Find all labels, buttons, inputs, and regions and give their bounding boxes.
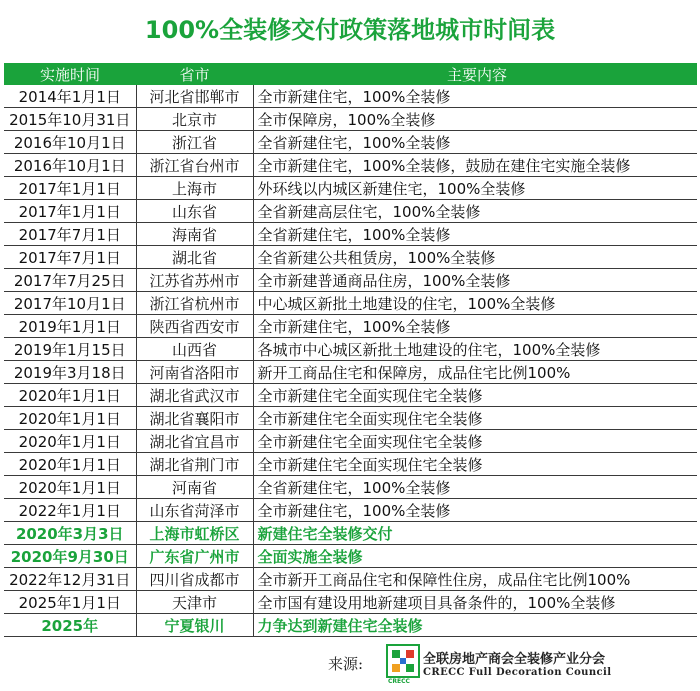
row-date: 2022年1月1日	[4, 499, 136, 522]
row-city: 广东省广州市	[136, 545, 253, 568]
table-header	[4, 63, 697, 85]
row-city: 湖北省荆门市	[136, 453, 253, 476]
row-date: 2015年10月31日	[4, 108, 136, 131]
page-title: 100%全装修交付政策落地城市时间表	[144, 16, 556, 44]
row-content: 全市新建住宅全面实现住宅全装修	[253, 453, 697, 476]
row-content: 外环线以内城区新建住宅，100%全装修	[253, 177, 697, 200]
row-content: 全市新建住宅全面实现住宅全装修	[253, 407, 697, 430]
row-city: 上海市虹桥区	[136, 522, 253, 545]
row-date: 2016年10月1日	[4, 131, 136, 154]
row-content: 新开工商品住宅和保障房，成品住宅比例100%	[253, 361, 697, 384]
table-body	[4, 85, 697, 637]
table-row	[4, 545, 697, 568]
policy-table	[4, 63, 697, 637]
row-date: 2017年7月25日	[4, 269, 136, 292]
row-content: 全省新建住宅，100%全装修	[253, 223, 697, 246]
row-content: 全市新建住宅，100%全装修，鼓励在建住宅实施全装修	[253, 154, 697, 177]
table-row	[4, 361, 697, 384]
row-date: 2019年1月1日	[4, 315, 136, 338]
table-row	[4, 223, 697, 246]
row-city: 宁夏银川	[136, 614, 253, 637]
row-city: 北京市	[136, 108, 253, 131]
row-content: 全市保障房，100%全装修	[253, 108, 697, 131]
row-date: 2025年1月1日	[4, 591, 136, 614]
header-date: 实施时间	[4, 63, 136, 85]
row-date: 2020年1月1日	[4, 476, 136, 499]
row-content: 全面实施全装修	[253, 545, 697, 568]
row-content: 全省新建高层住宅，100%全装修	[253, 200, 697, 223]
header-row	[4, 63, 697, 85]
row-date: 2020年1月1日	[4, 384, 136, 407]
table-row	[4, 315, 697, 338]
table-row	[4, 453, 697, 476]
row-city: 浙江省台州市	[136, 154, 253, 177]
table-row	[4, 499, 697, 522]
row-city: 河南省	[136, 476, 253, 499]
row-content: 全省新建公共租赁房，100%全装修	[253, 246, 697, 269]
row-date: 2025年	[4, 614, 136, 637]
row-city: 江苏省苏州市	[136, 269, 253, 292]
table-row	[4, 108, 697, 131]
org-name-cn: 全联房地产商会全装修产业分会	[423, 652, 606, 667]
row-content: 全市国有建设用地新建项目具备条件的，100%全装修	[253, 591, 697, 614]
table-row	[4, 591, 697, 614]
row-date: 2014年1月1日	[4, 85, 136, 108]
row-city: 四川省成都市	[136, 568, 253, 591]
row-date: 2020年1月1日	[4, 407, 136, 430]
table-row	[4, 246, 697, 269]
row-city: 上海市	[136, 177, 253, 200]
row-city: 河北省邯郸市	[136, 85, 253, 108]
crecc-logo-icon	[386, 644, 420, 678]
row-date: 2020年1月1日	[4, 430, 136, 453]
row-content: 全省新建住宅，100%全装修	[253, 131, 697, 154]
row-content: 新建住宅全装修交付	[253, 522, 697, 545]
table-row	[4, 154, 697, 177]
row-date: 2017年1月1日	[4, 177, 136, 200]
table-row	[4, 200, 697, 223]
row-city: 湖北省	[136, 246, 253, 269]
row-city: 山西省	[136, 338, 253, 361]
row-city: 陕西省西安市	[136, 315, 253, 338]
row-city: 天津市	[136, 591, 253, 614]
row-content: 各城市中心城区新批土地建设的住宅，100%全装修	[253, 338, 697, 361]
table-row	[4, 568, 697, 591]
table-row	[4, 384, 697, 407]
source-label: 来源:	[328, 655, 364, 673]
row-content: 全省新建住宅，100%全装修	[253, 476, 697, 499]
row-city: 浙江省杭州市	[136, 292, 253, 315]
header-city: 省市	[136, 63, 253, 85]
row-city: 湖北省宜昌市	[136, 430, 253, 453]
row-date: 2019年1月15日	[4, 338, 136, 361]
row-date: 2016年10月1日	[4, 154, 136, 177]
table-row	[4, 522, 697, 545]
logo-caption: CRECC	[388, 678, 410, 685]
table-row	[4, 269, 697, 292]
row-content: 力争达到新建住宅全装修	[253, 614, 697, 637]
row-date: 2017年1月1日	[4, 200, 136, 223]
row-content: 全市新建住宅，100%全装修	[253, 315, 697, 338]
row-date: 2022年12月31日	[4, 568, 136, 591]
row-content: 全市新建住宅，100%全装修	[253, 85, 697, 108]
table-row	[4, 430, 697, 453]
row-date: 2019年3月18日	[4, 361, 136, 384]
row-date: 2017年10月1日	[4, 292, 136, 315]
table-row	[4, 476, 697, 499]
row-city: 河南省洛阳市	[136, 361, 253, 384]
row-city: 山东省菏泽市	[136, 499, 253, 522]
row-content: 全市新建普通商品住房，100%全装修	[253, 269, 697, 292]
table-row	[4, 614, 697, 637]
table-row	[4, 292, 697, 315]
table-row	[4, 338, 697, 361]
footer	[0, 640, 700, 688]
row-content: 中心城区新批土地建设的住宅，100%全装修	[253, 292, 697, 315]
row-content: 全市新开工商品住宅和保障性住房，成品住宅比例100%	[253, 568, 697, 591]
table-row	[4, 177, 697, 200]
row-city: 湖北省襄阳市	[136, 407, 253, 430]
row-content: 全市新建住宅全面实现住宅全装修	[253, 430, 697, 453]
row-content: 全市新建住宅，100%全装修	[253, 499, 697, 522]
table-row	[4, 85, 697, 108]
row-city: 海南省	[136, 223, 253, 246]
table-row	[4, 407, 697, 430]
row-city: 浙江省	[136, 131, 253, 154]
row-date: 2020年1月1日	[4, 453, 136, 476]
table-row	[4, 131, 697, 154]
row-date: 2017年7月1日	[4, 223, 136, 246]
row-date: 2020年3月3日	[4, 522, 136, 545]
org-name-en: CRECC Full Decoration Council	[423, 667, 612, 678]
header-content: 主要内容	[253, 63, 697, 85]
row-city: 湖北省武汉市	[136, 384, 253, 407]
row-content: 全市新建住宅全面实现住宅全装修	[253, 384, 697, 407]
row-date: 2020年9月30日	[4, 545, 136, 568]
row-city: 山东省	[136, 200, 253, 223]
row-date: 2017年7月1日	[4, 246, 136, 269]
